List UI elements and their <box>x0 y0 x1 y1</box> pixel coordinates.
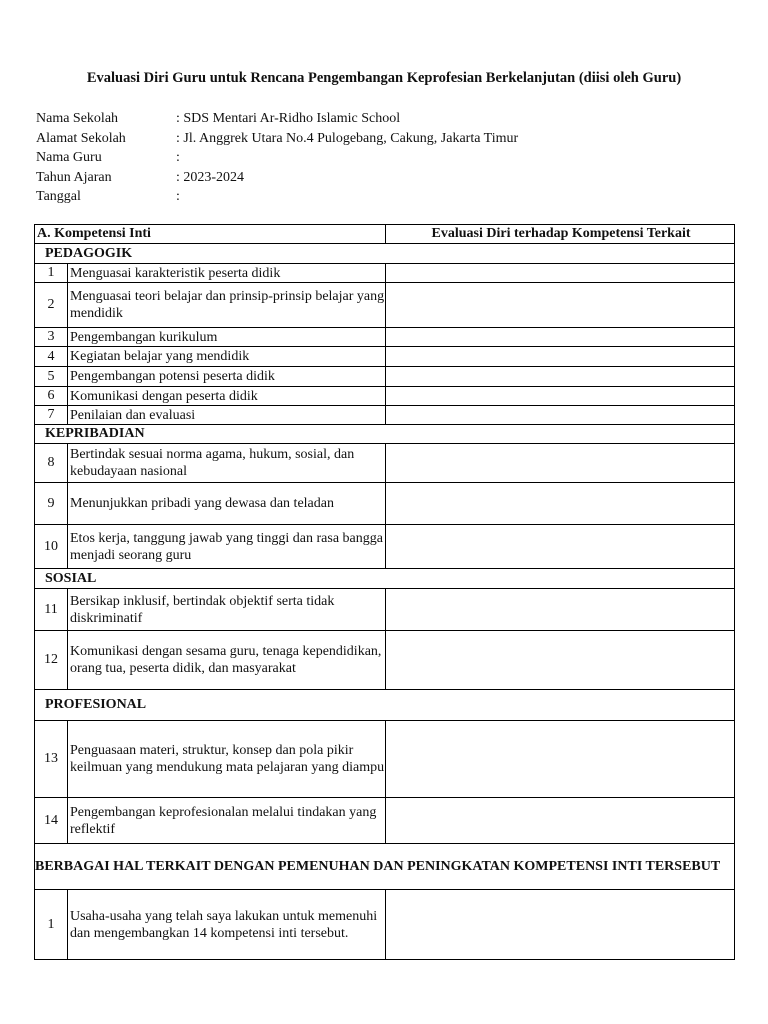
table-row <box>35 328 735 347</box>
competency-text: Pengembangan keprofesionalan melalui tindakan yang reflektif <box>68 798 386 844</box>
competency-text: Bersikap inklusif, bertindak objektif serta tidak diskriminatif <box>68 589 386 631</box>
competency-text: Penilaian dan evaluasi <box>68 406 386 425</box>
school-address-value: : Jl. Anggrek Utara No.4 Pulogebang, Cakung, Jakarta Timur <box>176 130 519 146</box>
school-name-label: Nama Sekolah <box>36 111 119 126</box>
row-number: 12 <box>35 631 68 690</box>
school-address-row <box>36 129 518 149</box>
row-number: 7 <box>35 406 68 425</box>
section-title-sosial: SOSIAL <box>35 569 735 589</box>
evaluation-cell[interactable] <box>386 367 735 387</box>
row-number: 5 <box>35 367 68 387</box>
evaluation-cell[interactable] <box>386 525 735 569</box>
evaluation-cell[interactable] <box>386 798 735 844</box>
evaluation-cell[interactable] <box>386 347 735 367</box>
row-number: 11 <box>35 589 68 631</box>
document-title: Evaluasi Diri Guru untuk Rencana Pengembangan Keprofesian Berkelanjutan (diisi oleh Guru) <box>86 70 682 86</box>
section-row <box>35 425 735 444</box>
table-row <box>35 525 735 569</box>
table-row <box>35 631 735 690</box>
teacher-name-value[interactable]: : <box>176 150 180 166</box>
table-row <box>35 589 735 631</box>
competency-text: Bertindak sesuai norma agama, hukum, sosial, dan kebudayaan nasional <box>68 444 386 483</box>
school-address-label: Alamat Sekolah <box>36 130 126 146</box>
table-row <box>35 347 735 367</box>
competency-text: Komunikasi dengan peserta didik <box>68 387 386 406</box>
school-name-row <box>36 109 518 129</box>
competency-text: Kegiatan belajar yang mendidik <box>68 347 386 367</box>
competency-text: Menguasai teori belajar dan prinsip-prinsip belajar yang mendidik <box>68 283 386 328</box>
row-number: 13 <box>35 721 68 798</box>
evaluation-cell[interactable] <box>386 283 735 328</box>
section-b-title: BERBAGAI HAL TERKAIT DENGAN PEMENUHAN DAN PENINGKATAN KOMPETENSI INTI TERSEBUT <box>35 844 735 890</box>
table-header-row <box>35 225 735 244</box>
row-number: 4 <box>35 347 68 367</box>
evaluation-cell[interactable] <box>386 444 735 483</box>
evaluation-cell[interactable] <box>386 589 735 631</box>
table-row <box>35 387 735 406</box>
row-number: 8 <box>35 444 68 483</box>
table-row <box>35 798 735 844</box>
table-row <box>35 890 735 960</box>
competency-evaluation-table <box>34 224 735 960</box>
evaluation-cell[interactable] <box>386 406 735 425</box>
table-row <box>35 406 735 425</box>
date-row <box>36 187 518 207</box>
section-title-pedagogik: PEDAGOGIK <box>35 244 735 264</box>
competency-text: Komunikasi dengan sesama guru, tenaga kependidikan, orang tua, peserta didik, dan masyarakat <box>68 631 386 690</box>
competency-text: Pengembangan kurikulum <box>68 328 386 347</box>
section-row <box>35 569 735 589</box>
row-number: 3 <box>35 328 68 347</box>
row-number: 2 <box>35 283 68 328</box>
school-year-row <box>36 168 518 188</box>
table-row <box>35 721 735 798</box>
school-year-label: Tahun Ajaran <box>36 169 112 185</box>
evaluation-cell[interactable] <box>386 890 735 960</box>
row-number: 9 <box>35 483 68 525</box>
teacher-name-row <box>36 148 518 168</box>
evaluation-cell[interactable] <box>386 483 735 525</box>
date-value[interactable]: : <box>176 189 180 205</box>
row-number: 1 <box>35 264 68 283</box>
competency-text: Usaha-usaha yang telah saya lakukan untuk memenuhi dan mengembangkan 14 kompetensi inti tersebut. <box>68 890 386 960</box>
table-row <box>35 283 735 328</box>
section-title-kepribadian: KEPRIBADIAN <box>35 425 735 444</box>
date-label: Tanggal <box>36 189 81 205</box>
row-number: 6 <box>35 387 68 406</box>
section-row <box>35 244 735 264</box>
row-number: 1 <box>35 890 68 960</box>
table-row <box>35 483 735 525</box>
section-title-profesional: PROFESIONAL <box>35 690 735 721</box>
school-info <box>36 109 518 207</box>
section-row <box>35 844 735 890</box>
evaluation-cell[interactable] <box>386 264 735 283</box>
evaluation-cell[interactable] <box>386 631 735 690</box>
competency-text: Etos kerja, tanggung jawab yang tinggi dan rasa bangga menjadi seorang guru <box>68 525 386 569</box>
table-row <box>35 264 735 283</box>
competency-text: Menunjukkan pribadi yang dewasa dan teladan <box>68 483 386 525</box>
header-competency: A. Kompetensi Inti <box>35 225 386 244</box>
header-self-evaluation: Evaluasi Diri terhadap Kompetensi Terkait <box>386 225 735 244</box>
competency-text: Pengembangan potensi peserta didik <box>68 367 386 387</box>
evaluation-cell[interactable] <box>386 721 735 798</box>
table-row <box>35 444 735 483</box>
row-number: 14 <box>35 798 68 844</box>
evaluation-cell[interactable] <box>386 387 735 406</box>
evaluation-cell[interactable] <box>386 328 735 347</box>
school-name-value: : SDS Mentari Ar-Ridho Islamic School <box>176 111 401 126</box>
table-row <box>35 367 735 387</box>
teacher-name-label: Nama Guru <box>36 150 102 166</box>
competency-text: Penguasaan materi, struktur, konsep dan pola pikir keilmuan yang mendukung mata pelajaran yang diampu <box>68 721 386 798</box>
school-year-value: : 2023-2024 <box>176 169 245 185</box>
section-row <box>35 690 735 721</box>
row-number: 10 <box>35 525 68 569</box>
competency-text: Menguasai karakteristik peserta didik <box>68 264 386 283</box>
